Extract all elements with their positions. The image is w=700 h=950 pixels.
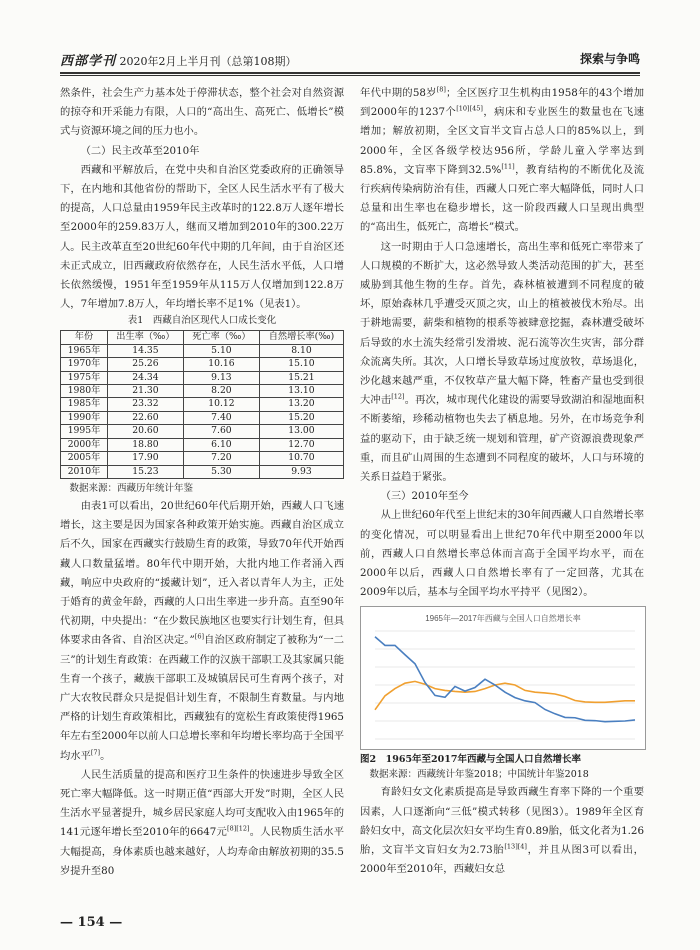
table-cell: 18.80 [107,438,183,451]
table-cell: 10.16 [183,358,259,371]
table-row [61,438,344,451]
table-cell: 9.13 [183,371,259,384]
figure-caption: 图2 1965年至2017年西藏与全国人口自然增长率 [360,754,581,766]
page-number: — 154 — [60,915,123,930]
chart-lines [375,637,635,722]
paragraph [60,766,344,881]
section-title: 探索与争鸣 [579,52,640,66]
table-cell: 13.00 [259,425,343,438]
table-header-cell: 年份 [61,331,108,344]
citation: [8][12] [227,824,250,833]
table-cell: 15.10 [259,358,343,371]
chart-svg [361,607,645,749]
table-cell: 24.34 [107,371,183,384]
chart-series-line-1 [375,637,635,722]
table-cell: 7.40 [183,411,259,424]
citation: [6] [194,632,204,641]
table-row [61,411,344,424]
text-run: 自治区政府制定了被称为“一二三”的计划生育政策：在西藏工作的汉族干部职工及其家属只能生育一个孩子，藏族干部职工及城镇居民可生育两个孩子，对广大农牧民群众只是提倡计划生育，不限制生育数量。与内地严格的计划生育政策相比，西藏独有的宽松生育政策使得1965年左右至2000年以前人口总增长率和年均增长率均高于全国平均水平 [60,634,344,762]
table-body [61,344,344,478]
issue-info: 2020年2月上半月刊（总第108期） [119,55,297,68]
table-cell: 21.30 [107,385,183,398]
table-cell: 13.10 [259,385,343,398]
table-cell: 2010年 [61,465,108,478]
table-cell: 20.60 [107,425,183,438]
table-cell: 1975年 [61,371,108,384]
table-cell: 9.93 [259,465,343,478]
journal-name: 西部学刊 [60,54,117,69]
paragraph [360,238,644,488]
table-cell: 1985年 [61,398,108,411]
population-table [60,330,344,478]
table-row [61,452,344,465]
table-cell: 1970年 [61,358,108,371]
header-rule [60,72,640,74]
text-run: 。人民物质生活水平大幅提高，身体素质也越来越好，人均寿命由解放初期的35.5岁提升至80 [60,826,344,877]
citation: [11] [501,162,515,171]
table-header-row [61,331,344,344]
chart-series-line-0 [375,682,635,710]
table-row [61,425,344,438]
section-subhead: （三）2010年至今 [380,490,469,503]
table-row [61,385,344,398]
paragraph [60,497,344,766]
text-run: 由表1可以看出，20世纪60年代后期开始，西藏人口飞速增长，这主要是因为国家各种政策开始实施。西藏自治区成立后不久，国家在西藏实行鼓励生育的政策，导致70年代开始西藏人口数量猛增。80年代中期开始，大批内地工作者涌入西藏，响应中央政府的“援藏计划”，迁入者以青年人为主，正处于婚育的黄金年龄，西藏的人口出生率进一步升高。直至90年代初期，中央提出：“在少数民族地区也要实行计划生育，但具体要求由各省、自治区决定。” [60,499,344,647]
table-cell: 1965年 [61,344,108,357]
table-caption: 表1 西藏自治区现代人口成长变化 [127,315,277,327]
table-cell: 1980年 [61,385,108,398]
table-cell: 1995年 [61,425,108,438]
table-cell: 10.70 [259,452,343,465]
table-header-cell: 死亡率（‰） [183,331,259,344]
citation: [7] [90,748,101,757]
paragraph [360,783,644,879]
table-cell: 2005年 [61,452,108,465]
text-run: ，教育结构的不断优化及流行疾病传染病防治有佳，西藏人口死亡率大幅降低，同时人口总量和出生率也在稳步增长，这一阶段西藏人口呈现出典型的“高出生，低死亡，高增长”模式。 [360,163,645,234]
table-cell: 6.10 [183,438,259,451]
table-cell: 13.20 [259,398,343,411]
table-cell: 2000年 [61,438,108,451]
table-row [61,398,344,411]
table-header-cell: 出生率（‰） [107,331,183,344]
table-cell: 8.10 [259,344,343,357]
paragraph: 从上世纪60年代至上世纪末的30年间西藏人口自然增长率的变化情况，可以明显看出上世纪70年代中期至2000年以前，西藏人口自然增长率总体而言高于全国平均水平，而在2000年以后，西藏人口自然增长率有了一定回落，尤其在2009年以后，基本与全国平均水平持平（见图2）。 [360,509,644,599]
table-cell: 7.60 [183,425,259,438]
text-run: 。再次，城市现代化建设的需要导致湖泊和湿地面积不断萎缩，珍稀动植物也失去了栖息地。另外，在市场竞争利益的驱动下，由于缺乏统一规划和管理，矿产资源浪费现象严重，而且矿山周围的生态遭到不同程度的破坏，人口与环境的关系日益趋于紧张。 [360,394,645,484]
citation: [8] [436,85,446,94]
left-column [60,84,344,881]
table-cell: 5.30 [183,465,259,478]
table-header-cell: 自然增长率(‰) [259,331,343,344]
table-cell: 8.20 [183,385,259,398]
table-row [61,465,344,478]
table-cell: 14.35 [107,344,183,357]
table-cell: 5.10 [183,344,259,357]
table-cell: 12.70 [259,438,343,451]
chart-title: 1965年—2017年西藏与全国人口自然增长率 [425,614,581,624]
table-cell: 1990年 [61,411,108,424]
table-row [61,358,344,371]
table-cell: 10.12 [183,398,259,411]
text-run: ；全区医疗卫生机构由1958年的43个增加到2000年的1237个 [360,87,644,119]
table-cell: 15.20 [259,411,343,424]
table-cell: 7.20 [183,452,259,465]
table-cell: 17.90 [107,452,183,465]
text-run: 年代中期的58岁 [360,87,437,99]
citation: [13][4] [504,842,527,851]
page-header [60,50,640,70]
citation: [12] [391,392,405,401]
growth-rate-chart [360,606,646,750]
header-rule-thin [60,75,640,76]
right-column [360,84,644,880]
table-cell: 22.60 [107,411,183,424]
section-subhead: （二）民主改革至2010年 [80,144,200,157]
table-cell: 15.21 [259,371,343,384]
table-cell: 15.23 [107,465,183,478]
chart-grid [375,631,635,739]
table-cell: 23.32 [107,398,183,411]
table-cell: 25.26 [107,358,183,371]
text-run: 育龄妇女文化素质提高是导致西藏生育率下降的一个重要因素，人口逐渐向“三低”模式转移（见图3）。1989年全区育龄妇女中，高文化层次妇女平均生育0.89胎，低文化者为1.26胎，文盲半文盲妇女为2.73胎 [360,786,644,857]
figure-source: 数据来源：西藏统计年鉴2018；中国统计年鉴2018 [369,769,589,781]
table-source: 数据来源：西藏历年统计年鉴 [69,482,194,494]
text-run: ，病床和专业医生的数量也在飞速增加；解放初期，全区文盲半文盲占总人口的85%以上，到2000年，全区各级学校达956所，学龄儿童入学率达到85.8%，文盲率下降到32.5% [360,106,644,176]
paragraph [360,84,644,238]
text-run: 。 [100,749,111,762]
text-run: ，并且从图3可以看出，2000年至2010年，西藏妇女总 [360,844,644,876]
table-row [61,344,344,357]
paragraph: 然条件，社会生产力基本处于停滞状态，整个社会对自然资源的掠夺和开采能力有限，人口的“高出生、高死亡、低增长”模式与资源环境之间的压力也小。 [60,87,344,138]
citation: [10][45] [456,104,483,113]
text-run: 人民生活质量的提高和医疗卫生条件的快速进步导致全区死亡率大幅降低。这一时期正值“西部大开发”时期，全区人民生活水平显著提升，城乡居民家庭人均可支配收入由1965年的141元逐年增长至2010年的6647元 [60,768,344,839]
text-run: 这一时期由于人口急速增长，高出生率和低死亡率带来了人口规模的不断扩大，这必然导致人类活动范围的扩大，甚至威胁到其他生物的生存。首先，森林植被遭到不同程度的破坏，原始森林几乎遭受灭顶之灾，山上的植被被伐木殆尽。出于耕地需要，薪柴和植物的根系等被肆意挖掘，森林遭受破坏后导致的水土流失经常引发滑坡、泥石流等次生灾害，部分群众流离失所。其次，人口增长导致草场过度放牧，草场退化，沙化越来越严重，不仅牧草产量大幅下降，牲畜产量也受到很大冲击 [360,240,644,407]
table-row [61,371,344,384]
paragraph: 西藏和平解放后，在党中央和自治区党委政府的正确领导下，在内地和其他省份的帮助下，全区人民生活水平有了极大的提高，人口总量由1959年民主改革时的122.8万人逐年增长至2000年的259.83万人，继而又增加到2010年的300.22万人。民主改革直至20世纪60年代中期的几年间，由于自治区还未正式成立，旧西藏政府依然存在，人民生活水平低，人口增长依然缓慢，1951年至1959年从115万人仅增加到122.8万人，7年增加7.8万人，年均增长率不足1%（见表1）。 [60,163,344,311]
journal-info [60,50,297,69]
